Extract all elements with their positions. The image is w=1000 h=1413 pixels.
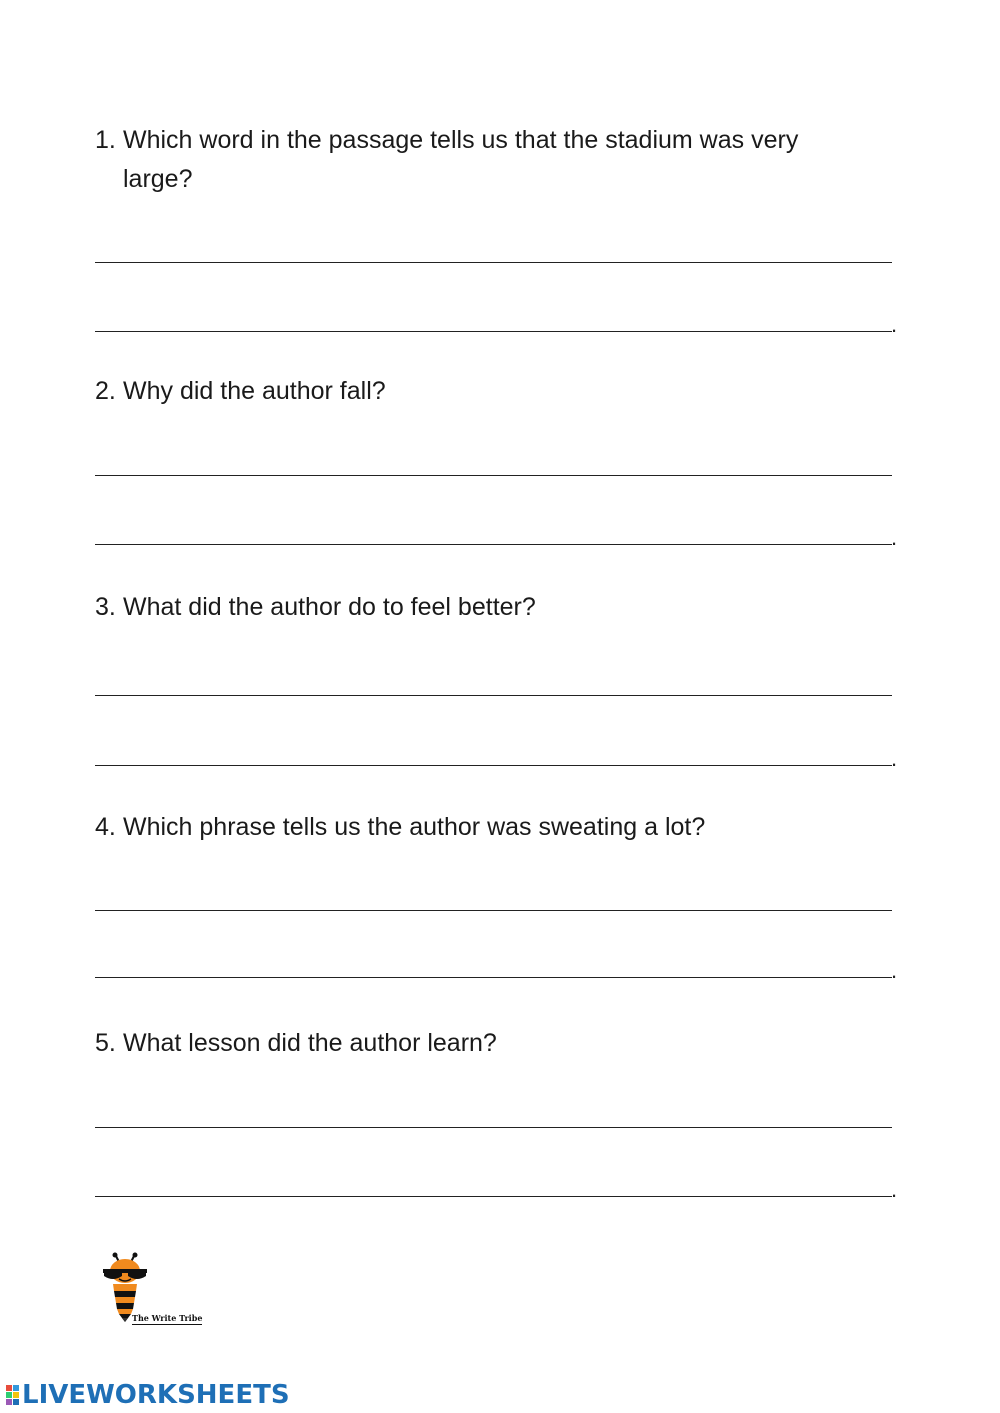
answer-line-5a[interactable] [95, 1127, 892, 1128]
answer-line-2a[interactable] [95, 475, 892, 476]
question-number: 4. [95, 813, 116, 841]
answer-period: . [891, 525, 898, 550]
question-text: Which phrase tells us the author was sweating a lot? [123, 813, 706, 841]
answer-period: . [891, 1177, 898, 1202]
answer-line-3b[interactable] [95, 765, 892, 766]
question-text: What lesson did the author learn? [123, 1029, 497, 1057]
question-5 [95, 1024, 895, 1063]
question-number: 2. [95, 377, 116, 405]
answer-line-4b[interactable] [95, 977, 892, 978]
answer-line-2b[interactable] [95, 544, 892, 545]
answer-period: . [891, 958, 898, 983]
question-4 [95, 808, 895, 847]
logo-caption: The Write Tribe [132, 1313, 203, 1323]
question-text: What did the author do to feel better? [123, 593, 536, 621]
answer-line-5b[interactable] [95, 1196, 892, 1197]
question-1 [95, 121, 895, 199]
answer-line-1b[interactable] [95, 331, 892, 332]
liveworksheets-brand: LIVEWORKSHEETS [22, 1380, 290, 1410]
answer-line-3a[interactable] [95, 695, 892, 696]
liveworksheets-footer[interactable] [6, 1381, 290, 1409]
question-text: Why did the author fall? [123, 377, 386, 405]
question-text-continued: large? [123, 165, 193, 193]
question-3 [95, 588, 895, 627]
question-number: 1. [95, 126, 116, 154]
question-number: 3. [95, 593, 116, 621]
answer-period: . [891, 746, 898, 771]
answer-line-4a[interactable] [95, 910, 892, 911]
answer-period: . [891, 312, 898, 337]
liveworksheets-logo-icon [6, 1385, 19, 1405]
question-number: 5. [95, 1029, 116, 1057]
question-text: Which word in the passage tells us that the stadium was very [123, 126, 799, 154]
question-2 [95, 372, 895, 411]
answer-line-1a[interactable] [95, 262, 892, 263]
